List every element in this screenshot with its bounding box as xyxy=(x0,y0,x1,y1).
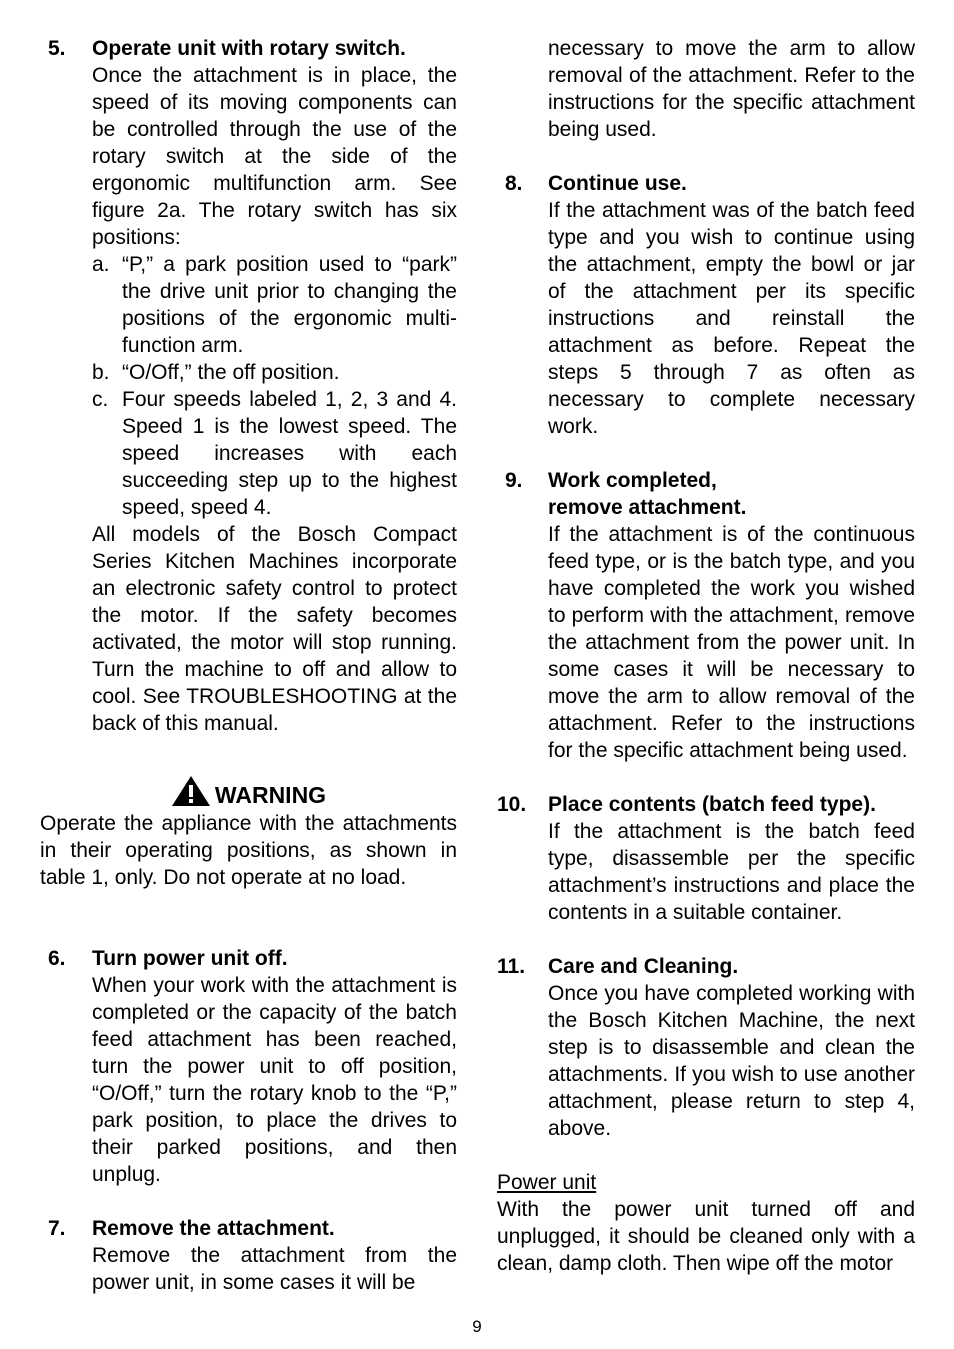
warning-text: Operate the appliance with the attachments in their operating positions, as shown in table 1, only. Do not operate at no load. xyxy=(40,812,457,889)
step-title: Care and Cleaning. xyxy=(548,955,739,978)
step-10 xyxy=(497,791,915,926)
sub-letter: c. xyxy=(92,388,109,411)
sub-item-b xyxy=(92,359,457,386)
step-text: If the attachment is of the continuous feed type, or is the batch type, and you have completed the work you wished to perform with the attachment, remove the attachment from the power unit. In some cases it will be necessary to move the arm to allow removal of the attachment. Refer to the instructions for the specific attachment being used. xyxy=(548,523,915,762)
section-text: With the power unit turned off and unplugged, it should be cleaned only with a clean, damp cloth. Then wipe off the motor xyxy=(497,1198,915,1275)
right-column xyxy=(497,35,915,1277)
step-text: Remove the attachment from the power unit, in some cases it will be xyxy=(92,1244,457,1294)
step-9 xyxy=(497,467,915,764)
step-8 xyxy=(497,170,915,440)
step-title: Remove the attachment. xyxy=(92,1217,335,1240)
step-text: All models of the Bosch Compact Series Kitchen Machines incorporate an electronic safety control to protect the motor. If the safety becomes activated, the motor will stop running. Turn the machine to off and allow to cool. See TROUBLESHOOTING at the back of this manual. xyxy=(92,523,457,735)
section-heading: Power unit xyxy=(497,1171,597,1194)
sub-item-a xyxy=(92,251,457,359)
step-number: 6. xyxy=(48,947,66,970)
warning-title: WARNING xyxy=(214,782,327,808)
step-number: 10. xyxy=(497,793,527,816)
step-title: Operate unit with rotary switch. xyxy=(92,37,406,60)
warning-triangle-icon xyxy=(171,775,211,807)
warning-heading xyxy=(40,775,457,810)
step-title: Work completed, xyxy=(548,469,717,492)
step-5 xyxy=(40,35,457,737)
step-title: remove attachment. xyxy=(548,496,747,519)
step-title: Continue use. xyxy=(548,172,687,195)
sub-text: “P,” a park position used to “park” the drive unit prior to changing the positions of the ergonomic multi-function arm. xyxy=(122,253,457,357)
sub-text: Four speeds labeled 1, 2, 3 and 4. Speed 1 is the lowest speed. The speed increases with each succeeding step up to the highest speed, speed 4. xyxy=(122,388,457,519)
step-text: Once you have completed working with the Bosch Kitchen Machine, the next step is to disassemble and clean the attachments. If you wish to use another attachment, please return to step 4, above. xyxy=(548,982,915,1140)
step-7-continued xyxy=(497,35,915,143)
step-text: necessary to move the arm to allow removal of the attachment. Refer to the instructions for the specific attachment being used. xyxy=(548,37,915,141)
step-title: Place contents (batch feed type). xyxy=(548,793,876,816)
step-text: If the attachment was of the batch feed type and you wish to continue using the attachment, empty the bowl or jar of the attachment per its specific instructions and reinstall the attachment as before. Repeat the steps 5 through 7 as often as necessary to complete necessary work. xyxy=(548,199,915,438)
page-number: 9 xyxy=(472,1317,482,1336)
step-text: Once the attachment is in place, the speed of its moving components can be controlled through the use of the rotary switch at the side of the ergonomic multifunction arm. See figure 2a. The rotary switch has six positions: xyxy=(92,64,457,249)
step-number: 11. xyxy=(497,955,526,978)
left-column xyxy=(40,35,457,1296)
sub-letter: b. xyxy=(92,361,110,384)
step-title: Turn power unit off. xyxy=(92,947,288,970)
sub-letter: a. xyxy=(92,253,110,276)
sub-item-c xyxy=(92,386,457,521)
step-7 xyxy=(40,1215,457,1296)
step-number: 7. xyxy=(48,1217,66,1240)
step-text: If the attachment is the batch feed type, disassemble per the specific attachment’s instructions and place the contents in a suitable container. xyxy=(548,820,915,924)
sub-text: “O/Off,” the off position. xyxy=(122,361,340,384)
step-number: 9. xyxy=(505,469,523,492)
step-number: 8. xyxy=(505,172,523,195)
step-11 xyxy=(497,953,915,1142)
step-6 xyxy=(40,945,457,1188)
step-number: 5. xyxy=(48,37,66,60)
step-text: When your work with the attachment is completed or the capacity of the batch feed attachment has been reached, turn the power unit to off position, “O/Off,” turn the rotary knob to the “P,” park position, to place the drives to their parked positions, and then unplug. xyxy=(92,974,457,1186)
